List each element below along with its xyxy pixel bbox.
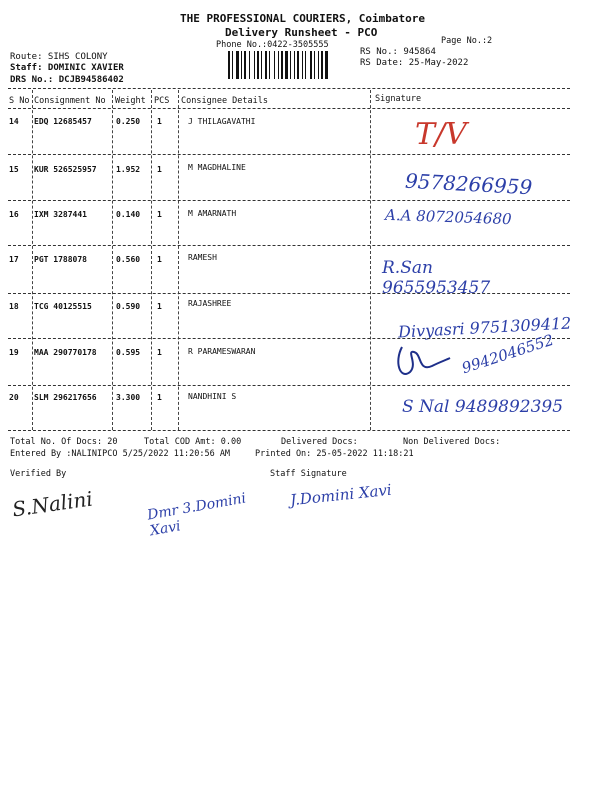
row-weight: 0.250: [116, 117, 141, 126]
row-weight: 0.595: [116, 348, 141, 357]
row-divider: [8, 245, 570, 246]
signature-handwriting: Divyasri 9751309412: [397, 313, 572, 342]
row-pcs: 1: [157, 117, 162, 126]
drs-number: DRS No.: DCJB94586402: [10, 75, 124, 85]
row-consignee: RAJASHREE: [188, 299, 232, 308]
company-title: THE PROFESSIONAL COURIERS, Coimbatore: [180, 12, 426, 25]
row-consignment: PGT 1788078: [34, 255, 87, 264]
rs-date: RS Date: 25-May-2022: [360, 58, 469, 68]
row-pcs: 1: [157, 348, 162, 357]
row-consignment: KUR 526525957: [34, 165, 97, 174]
row-sno: 18: [9, 302, 19, 311]
col-header-consignee: Consignee Details: [181, 96, 268, 106]
row-sno: 17: [9, 255, 19, 264]
table-top-rule: [8, 88, 570, 89]
page-number: Page No.:2: [441, 36, 493, 46]
staff-label: Staff: DOMINIC XAVIER: [10, 63, 124, 73]
col-divider: [370, 90, 371, 430]
total-docs: Total No. Of Docs: 20: [10, 437, 118, 447]
signature-handwriting: S Nal 9489892395: [402, 397, 564, 417]
row-pcs: 1: [157, 210, 162, 219]
signature-handwriting: 9578266959: [404, 168, 533, 200]
row-divider: [8, 338, 570, 339]
printed-on: Printed On: 25-05-2022 11:18:21: [255, 449, 414, 459]
delivered-docs: Delivered Docs:: [281, 437, 358, 447]
row-consignment: MAA 290770178: [34, 348, 97, 357]
table-header-rule: [8, 108, 570, 109]
verified-by-label: Verified By: [10, 469, 67, 479]
row-pcs: 1: [157, 165, 162, 174]
entered-by: Entered By :NALINIPCO 5/25/2022 11:20:56 AM: [10, 449, 231, 459]
row-sno: 14: [9, 117, 19, 126]
col-header-signature: Signature: [375, 94, 422, 104]
row-pcs: 1: [157, 302, 162, 311]
row-sno: 15: [9, 165, 19, 174]
col-divider: [32, 90, 33, 430]
phone-number: Phone No.:0422-3505555: [216, 40, 329, 50]
row-consignment: EDQ 12685457: [34, 117, 92, 126]
row-consignee: M AMARNATH: [188, 209, 237, 218]
document-title: Delivery Runsheet - PCO: [225, 26, 378, 39]
row-consignee: M MAGDHALINE: [188, 163, 246, 172]
signature-handwriting: 9942046552: [459, 330, 556, 378]
staff-signature-1: Dmr 3.Domini Xavi: [146, 490, 248, 540]
row-sno: 19: [9, 348, 19, 357]
col-header-consignment: Consignment No: [34, 96, 106, 106]
signature-handwriting: A.A 8072054680: [384, 205, 512, 229]
row-consignee: RAMESH: [188, 253, 217, 262]
col-header-pcs: PCS: [154, 96, 170, 106]
col-header-weight: Weight: [115, 96, 146, 106]
row-pcs: 1: [157, 393, 162, 402]
col-divider: [151, 90, 152, 430]
signature-scribble: [392, 342, 452, 382]
rs-number: RS No.: 945864: [360, 47, 436, 57]
row-consignment: SLM 296217656: [34, 393, 97, 402]
row-weight: 0.560: [116, 255, 141, 264]
col-divider: [178, 90, 179, 430]
row-pcs: 1: [157, 255, 162, 264]
row-consignee: J THILAGAVATHI: [188, 117, 256, 126]
row-divider: [8, 154, 570, 155]
row-weight: 0.590: [116, 302, 141, 311]
row-weight: 3.300: [116, 393, 141, 402]
row-consignment: TCG 40125515: [34, 302, 92, 311]
total-cod: Total COD Amt: 0.00: [144, 437, 242, 447]
row-consignee: NANDHINI S: [188, 392, 237, 401]
barcode: [228, 51, 354, 79]
row-weight: 1.952: [116, 165, 141, 174]
verified-signature: S.Nalini: [10, 486, 95, 522]
col-header-sno: S No: [9, 96, 30, 106]
row-divider: [8, 293, 570, 294]
row-divider: [8, 200, 570, 201]
non-delivered-docs: Non Delivered Docs:: [403, 437, 501, 447]
table-bottom-rule: [8, 430, 570, 431]
staff-signature-label: Staff Signature: [270, 469, 347, 479]
row-sno: 20: [9, 393, 19, 402]
staff-signature-2: J.Domini Xavi: [289, 480, 393, 510]
row-weight: 0.140: [116, 210, 141, 219]
signature-handwriting: R.San 9655953457: [382, 258, 491, 298]
col-divider: [112, 90, 113, 430]
route-label: Route: SIHS COLONY: [10, 52, 108, 62]
row-consignment: IXM 3287441: [34, 210, 87, 219]
row-consignee: R PARAMESWARAN: [188, 347, 256, 356]
signature-handwriting: T/V: [415, 117, 467, 152]
row-sno: 16: [9, 210, 19, 219]
row-divider: [8, 385, 570, 386]
